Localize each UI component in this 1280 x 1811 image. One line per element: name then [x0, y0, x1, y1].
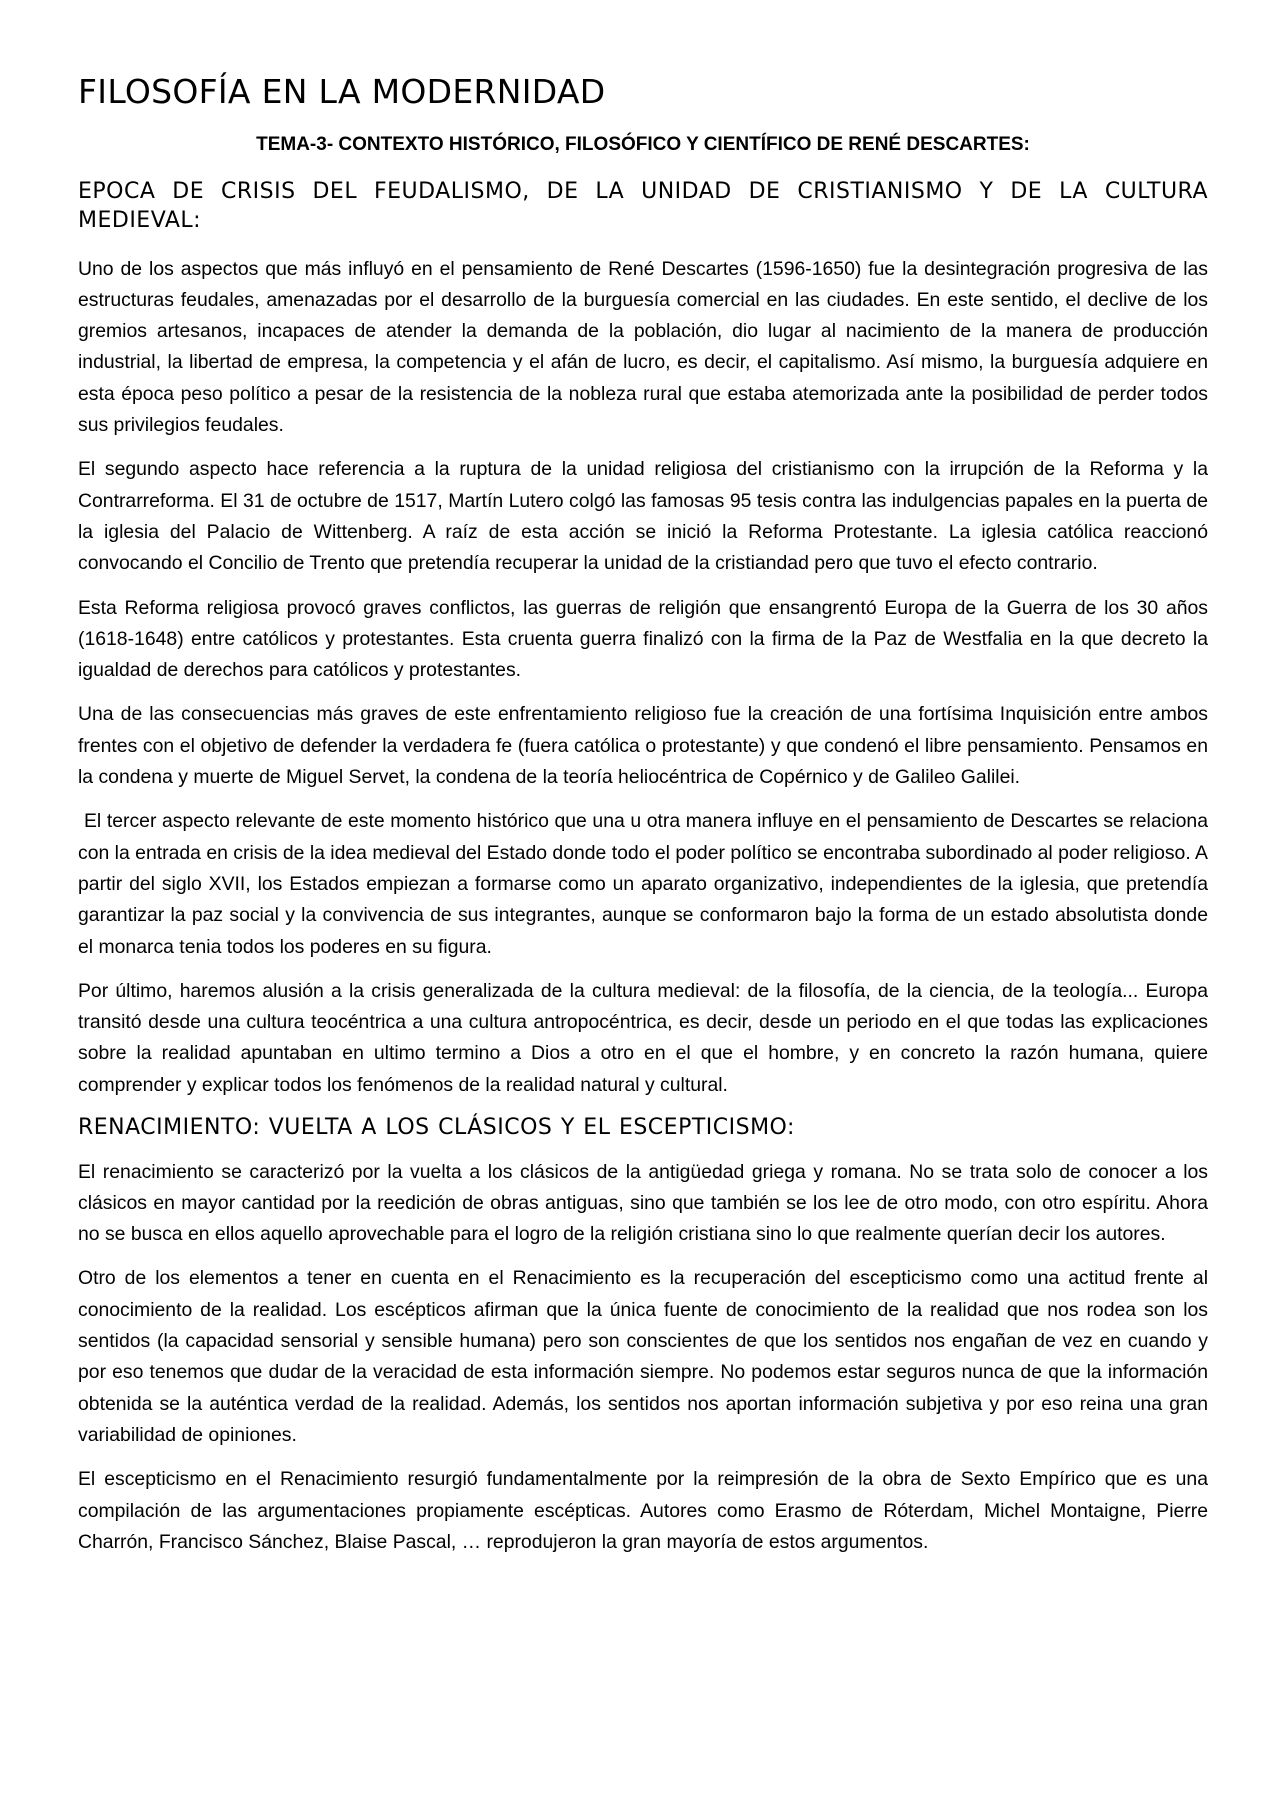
paragraph: Por último, haremos alusión a la crisis generalizada de la cultura medieval: de la filosofía, de la ciencia, de la teología... Europa transitó desde una cultura teocéntrica a una cultura antropocéntrica, es decir, desde un periodo en el que todas las explicaciones sobre la realidad apuntaban en ultimo termino a Dios a otro en el que el hombre, y en concreto la razón humana, quiere comprender y explicar todos los fenómenos de la realidad natural y cultural.: [78, 979, 1208, 1096]
section-feudalism-crisis: [78, 178, 1208, 1101]
section-heading: RENACIMIENTO: VUELTA A LOS CLÁSICOS Y EL ESCEPTICISMO:: [78, 1115, 795, 1140]
document-page: [78, 72, 1208, 1571]
paragraph: El segundo aspecto hace referencia a la ruptura de la unidad religiosa del cristianismo con la irrupción de la Reforma y la Contrarreforma. El 31 de octubre de 1517, Martín Lutero colgó las famosas 95 tesis contra las indulgencias papales en la puerta de la iglesia del Palacio de Wittenberg. A raíz de esta acción se inició la Reforma Protestante. La iglesia católica reaccionó convocando el Concilio de Trento que pretendía recuperar la unidad de la cristiandad pero que tuvo el efecto contrario.: [78, 458, 1208, 575]
paragraph: Uno de los aspectos que más influyó en el pensamiento de René Descartes (1596-1650) fue la desintegración progresiva de las estructuras feudales, amenazadas por el desarrollo de la burguesía comercial en las ciudades. En este sentido, el declive de los gremios artesanos, incapaces de atender la demanda de la población, dio lugar al nacimiento de la manera de producción industrial, la libertad de empresa, la competencia y el afán de lucro, es decir, el capitalismo. Así mismo, la burguesía adquiere en esta época peso político a pesar de la resistencia de la nobleza rural que estaba atemorizada ante la posibilidad de perder todos sus privilegios feudales.: [78, 257, 1208, 437]
paragraph: Esta Reforma religiosa provocó graves conflictos, las guerras de religión que ensangrentó Europa de la Guerra de los 30 años (1618-1648) entre católicos y protestantes. Esta cruenta guerra finalizó con la firma de la Paz de Westfalia en la que decreto la igualdad de derechos para católicos y protestantes.: [78, 596, 1208, 682]
paragraph: El renacimiento se caracterizó por la vuelta a los clásicos de la antigüedad griega y romana. No se trata solo de conocer a los clásicos en mayor cantidad por la reedición de obras antiguas, sino que también se los lee de otro modo, con otro espíritu. Ahora no se busca en ellos aquello aprovechable para el logro de la religión cristiana sino lo que realmente querían decir los autores.: [78, 1160, 1208, 1246]
paragraph: Otro de los elementos a tener en cuenta en el Renacimiento es la recuperación del escepticismo como una actitud frente al conocimiento de la realidad. Los escépticos afirman que la única fuente de conocimiento de la realidad que nos rodea son los sentidos (la capacidad sensorial y sensible humana) pero son conscientes de que los sentidos nos engañan de vez en cuando y por eso tenemos que dudar de la veracidad de esta información siempre. No podemos estar seguros nunca de que la información obtenida se la auténtica verdad de la realidad. Además, los sentidos nos aportan información subjetiva y por eso reina una gran variabilidad de opiniones.: [78, 1267, 1208, 1446]
paragraph: El escepticismo en el Renacimiento resurgió fundamentalmente por la reimpresión de la obra de Sexto Empírico que es una compilación de las argumentaciones propiamente escépticas. Autores como Erasmo de Róterdam, Michel Montaigne, Pierre Charrón, Francisco Sánchez, Blaise Pascal, … reprodujeron la gran mayoría de estos argumentos.: [78, 1468, 1208, 1553]
paragraph: El tercer aspecto relevante de este momento histórico que una u otra manera influye en el pensamiento de Descartes se relaciona con la entrada en crisis de la idea medieval del Estado donde todo el poder político se encontraba subordinado al poder religioso. A partir del siglo XVII, los Estados empiezan a formarse como un aparato organizativo, independientes de la iglesia, que pretendía garantizar la paz social y la convivencia de sus integrantes, aunque se conformaron bajo la forma de un estado absolutista donde el monarca tenia todos los poderes en su figura.: [78, 810, 1208, 958]
paragraph: Una de las consecuencias más graves de este enfrentamiento religioso fue la creación de una fortísima Inquisición entre ambos frentes con el objetivo de defender la verdadera fe (fuera católica o protestante) y que condenó el libre pensamiento. Pensamos en la condena y muerte de Miguel Servet, la condena de la teoría heliocéntrica de Copérnico y de Galileo Galilei.: [78, 703, 1208, 789]
section-heading: EPOCA DE CRISIS DEL FEUDALISMO, DE LA UNIDAD DE CRISTIANISMO Y DE LA CULTURA MEDIEVAL:: [78, 179, 1208, 233]
section-renaissance: [78, 1114, 1208, 1558]
document-subtitle: TEMA-3- CONTEXTO HISTÓRICO, FILOSÓFICO Y CIENTÍFICO DE RENÉ DESCARTES:: [256, 133, 1030, 155]
document-title: FILOSOFÍA EN LA MODERNIDAD: [78, 72, 606, 111]
